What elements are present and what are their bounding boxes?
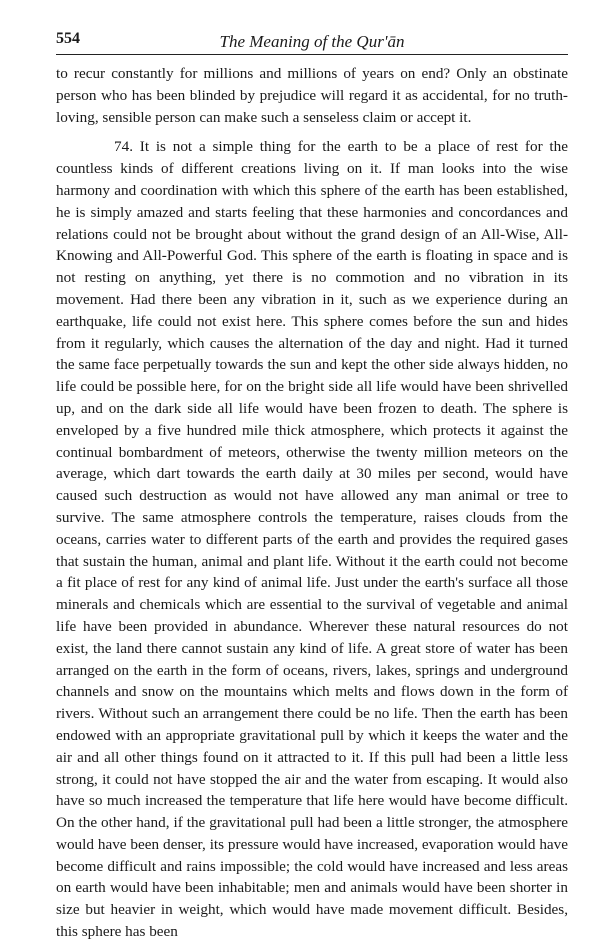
book-page	[56, 24, 568, 943]
page-body	[56, 63, 568, 943]
paragraph-note-74: 74. It is not a simple thing for the earth to be a place of rest for the countless kinds of different creations living on it. If man looks into the wise harmony and coordination with which this sphere of the earth has been established, he is simply amazed and starts feeling that these harmonies and concordances and relations could not be brought about without the grand design of an All-Wise, All-Knowing and All-Powerful God. This sphere of the earth is floating in space and is not resting on anything, yet there is no commotion and no vibration in its movement. Had there been any vibration in it, such as we experience during an earthquake, life could not exist here. This sphere comes before the sun and hides from it regularly, which causes the alternation of the day and night. Had it turned the same face perpetually towards the sun and kept the other side always hidden, no life could be possible here, for on the bright side all life would have been shrivelled up, and on the dark side all life would have been frozen to death. The sphere is enveloped by a five hundred mile thick atmosphere, which protects it against the continual bombardment of meteors, otherwise the twenty million meteors on the average, which dart towards the earth daily at 30 miles per second, would have caused such destruction as would not have allowed any man animal or tree to survive. The same atmosphere controls the temperature, raises clouds from the oceans, carries water to different parts of the earth and provides the required gases that sustain the human, animal and plant life. Without it the earth could not become a fit place of rest for any kind of animal life. Just under the earth's surface all those minerals and chemicals which are essential to the survival of vegetable and animal life have been provided in abundance. Wherever these natural resources do not exist, the land there cannot sustain any kind of life. A great store of water has been arranged on the earth in the form of oceans, rivers, lakes, springs and underground channels and snow on the mountains which melts and flows down in the form of rivers. Without such an arrangement there could be no life. Then the earth has been endowed with an appropriate gravitational pull by which it keeps the water and the air and all other things found on it attracted to it. If this pull had been a little less strong, it could not have stopped the air and the water from escaping. It would also have so much increased the temperature that life here would have become difficult. On the other hand, if the gravitational pull had been a little stronger, the atmosphere would have been denser, its pressure would have increased, evaporation would have become difficult and rains impossible; the cold would have increased and less areas on earth would have been inhabitable; men and animals would have been shorter in size but heavier in weight, which would have made movement difficult. Besides, this sphere has been	[56, 138, 568, 941]
paragraph-continued: to recur constantly for millions and millions of years on end? Only an obstinate person who has been blinded by prejudice will regard it as accidental, for no truth-loving, sensible person can make such a senseless claim or accept it.	[56, 65, 568, 126]
running-title: The Meaning of the Qur'ān	[219, 32, 405, 51]
page-number: 554	[56, 30, 80, 47]
page-header	[56, 24, 568, 55]
